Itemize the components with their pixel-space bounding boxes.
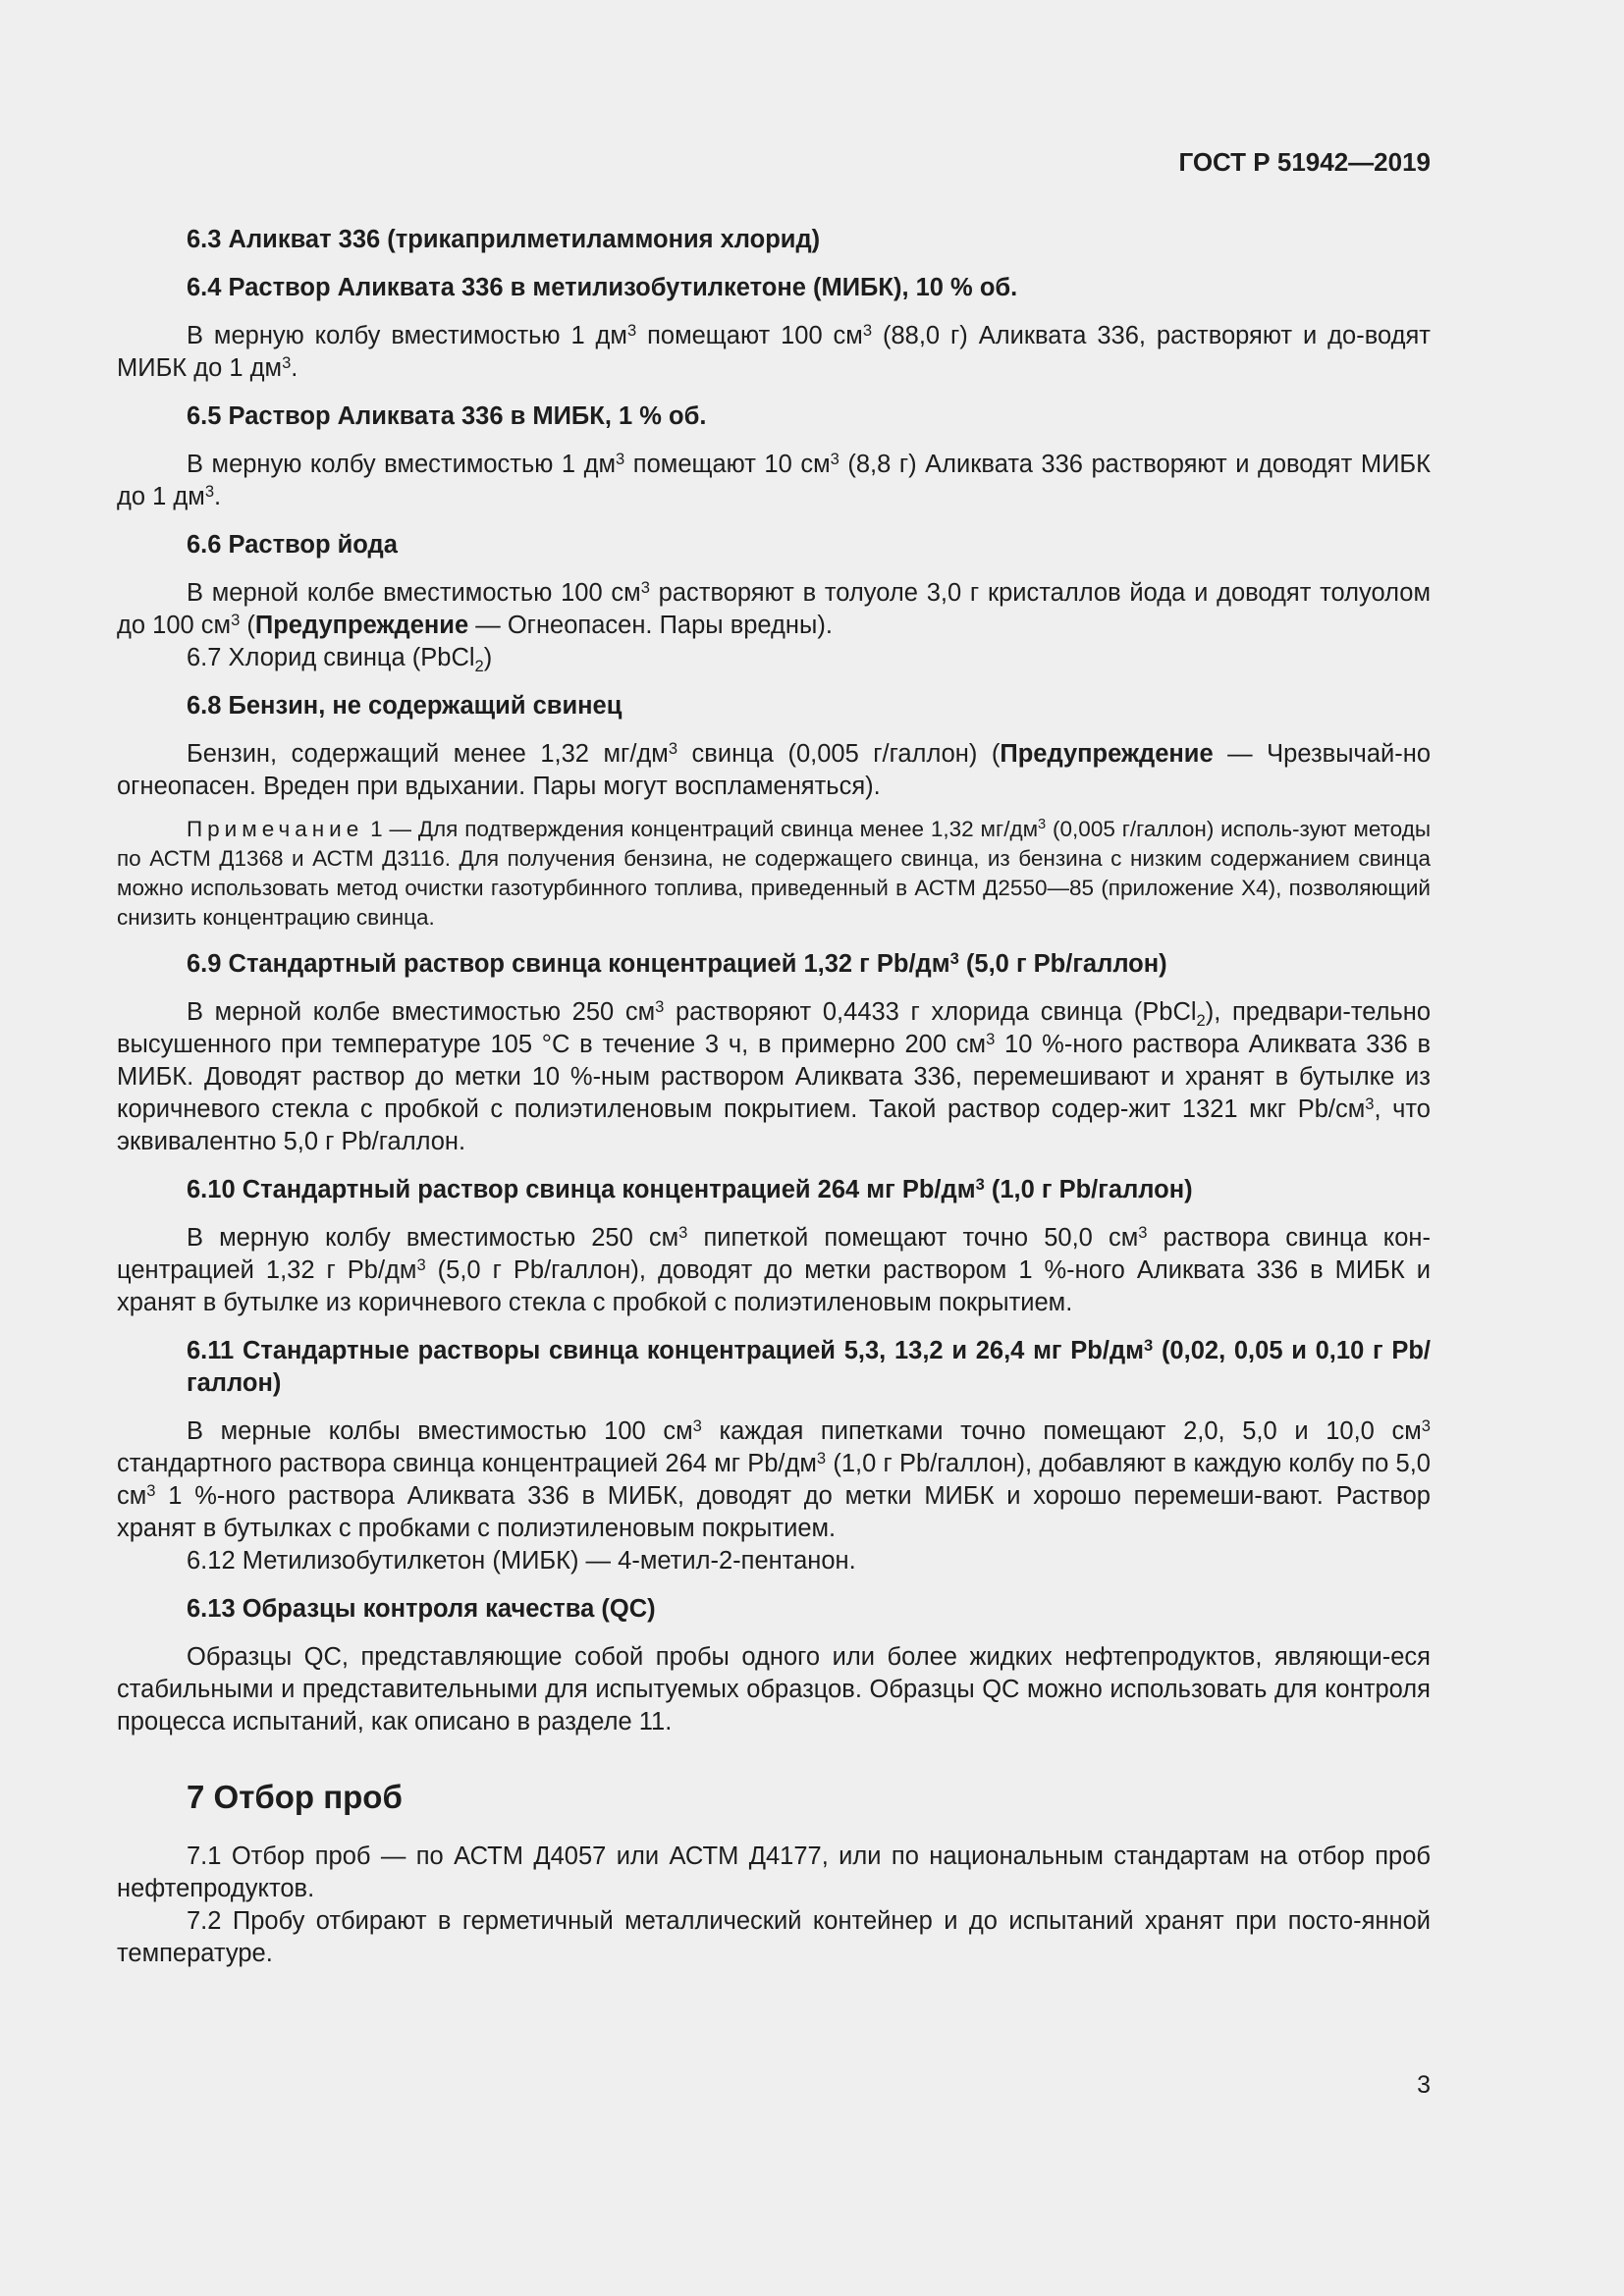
- section-6-11-heading: 6.11 Стандартные растворы свинца концентрацией 5,3, 13,2 и 26,4 мг $Pb/дм^3$ (0,02, 0,05 и 0,10 г Pb/галлон): [187, 1336, 1431, 1397]
- section-6-11-text: В мерные колбы вместимостью 100 $см^3$ каждая пипетками точно помещают 2,0, 5,0 и 10,0 $см^3$ стандартного раствора свинца концентрацией 264 мг $Pb/дм^3$ (1,0 г Pb/галлон), добавляют в каждую колбу по 5,0 $см^3$ 1 %-ного раствора Аликвата 336 в МИБК, доводят до метки МИБК и хорошо перемеши-вают. Раствор хранят в бутылках с пробками с полиэтиленовым покрытием.: [117, 1416, 1431, 1542]
- section-6-9-text: В мерной колбе вместимостью 250 $см^3$ растворяют 0,4433 г хлорида свинца (PbCl$_2$), предвари-тельно высушенного при температуре 105 °C в течение 3 ч, в примерно 200 $см^3$ 10 %-ного раствора Аликвата 336 в МИБК. Доводят раствор до метки 10 %-ным раствором Аликвата 336, перемешивают и хранят в бутылке из коричневого стекла с пробкой с полиэтиленовым покрытием. Такой раствор содер-жит 1321 мкг $Pb/см^3$, что эквивалентно 5,0 г Pb/галлон.: [117, 997, 1432, 1155]
- page-number: 3: [1417, 2071, 1431, 2099]
- section-6-6-text: В мерной колбе вместимостью 100 $см^3$ растворяют в толуоле 3,0 г кристаллов йода и доводят толуолом до 100 $см^3$ (Предупреждение — Огнеопасен. Пары вредны).: [117, 578, 1431, 639]
- section-6-10-text: В мерную колбу вместимостью 250 $см^3$ пипеткой помещают точно 50,0 $см^3$ раствора свинца кон-центрацией 1,32 г $Pb/дм^3$ (5,0 г Pb/галлон), доводят до метки раствором 1 %-ного Аликвата 336 в МИБК и хранят в бутылке из коричневого стекла с пробкой с полиэтиленовым покрытием.: [117, 1223, 1431, 1316]
- section-7-1-text: 7.1 Отбор проб — по АСТМ Д4057 или АСТМ Д4177, или по национальным стандартам на отбор проб нефтепродуктов.: [117, 1842, 1431, 1902]
- section-6-4-heading: 6.4 Раствор Аликвата 336 в метилизобутилкетоне (МИБК), 10 % об.: [187, 274, 1018, 301]
- document-body: [117, 224, 1431, 1970]
- section-6-10-heading: 6.10 Стандартный раствор свинца концентрацией 264 мг $Pb/дм^3$ (1,0 г Pb/галлон): [187, 1175, 1193, 1203]
- section-6-4-text: В мерную колбу вместимостью 1 $дм^3$ помещают 100 $см^3$ (88,0 г) Аликвата 336, растворяют и до-водят МИБК до 1 $дм^3$.: [117, 321, 1431, 382]
- section-6-5-text: В мерную колбу вместимостью 1 $дм^3$ помещают 10 $см^3$ (8,8 г) Аликвата 336 растворяют и доводят МИБК до 1 $дм^3$.: [117, 450, 1431, 510]
- section-7-2-text: 7.2 Пробу отбирают в герметичный металлический контейнер и до испытаний хранят при посто-янной температуре.: [117, 1907, 1431, 1967]
- section-6-8-text: Бензин, содержащий менее 1,32 $мг/дм^3$ свинца (0,005 г/галлон) (Предупреждение — Чрезвычай-но огнеопасен. Вреден при вдыхании. Пары могут воспламеняться).: [117, 739, 1431, 800]
- section-7-heading: 7 Отбор проб: [187, 1779, 403, 1815]
- note-1: Примечание 1 — Для подтверждения концентраций свинца менее 1,32 $мг/дм^3$ (0,005 г/галлон) исполь-зуют методы по АСТМ Д1368 и АСТМ Д3116. Для получения бензина, не содержащего свинца, из бензина с низким содержанием свинца можно использовать метод очистки газотурбинного топлива, приведенный в АСТМ Д2550—85 (приложение X4), позволяющий снизить концентрацию свинца.: [117, 817, 1432, 930]
- section-6-7-text: 6.7 Хлорид свинца (PbCl$_2$): [187, 644, 493, 675]
- section-6-13-text: Образцы QC, представляющие собой пробы одного или более жидких нефтепродуктов, являющи-еся стабильными и представительными для испытуемых образцов. Образцы QC можно использовать для контроля процесса испытаний, как описано в разделе 11.: [117, 1643, 1431, 1735]
- section-6-8-heading: 6.8 Бензин, не содержащий свинец: [187, 692, 623, 720]
- section-6-3-heading: 6.3 Аликват 336 (трикаприлметиламмония хлорид): [187, 226, 821, 253]
- document-id: ГОСТ Р 51942—2019: [1178, 147, 1431, 177]
- section-6-5-heading: 6.5 Раствор Аликвата 336 в МИБК, 1 % об.: [187, 402, 707, 430]
- section-6-9-heading: 6.9 Стандартный раствор свинца концентрацией 1,32 г $Pb/дм^3$ (5,0 г Pb/галлон): [187, 949, 1167, 978]
- section-6-13-heading: 6.13 Образцы контроля качества (QC): [187, 1595, 656, 1623]
- section-6-6-heading: 6.6 Раствор йода: [187, 531, 398, 559]
- document-page: [117, 0, 1431, 2296]
- section-6-12-text: 6.12 Метилизобутилкетон (МИБК) — 4-метил-2-пентанон.: [187, 1547, 856, 1575]
